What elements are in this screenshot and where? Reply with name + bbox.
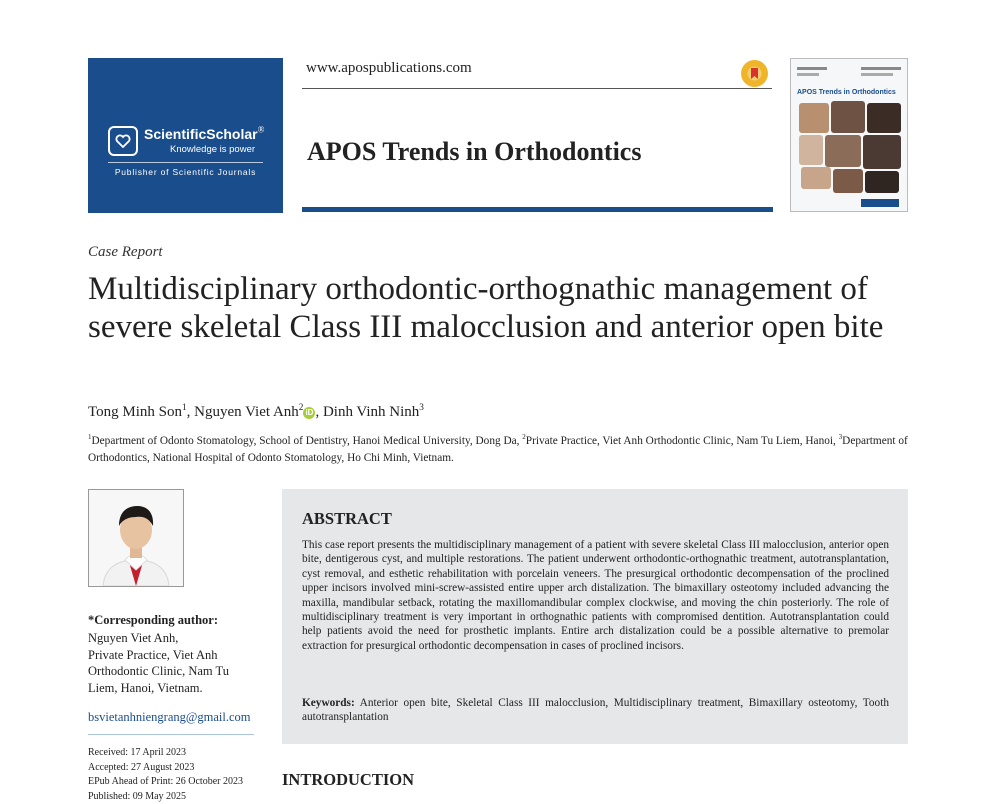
left-column-divider bbox=[88, 734, 254, 735]
abstract-heading: ABSTRACT bbox=[302, 509, 392, 529]
journal-cover-image bbox=[790, 58, 908, 212]
keywords-label: Keywords: bbox=[302, 697, 355, 709]
received-date: Received: 17 April 2023 bbox=[88, 746, 243, 761]
keywords bbox=[302, 696, 889, 725]
keywords-text: Anterior open bite, Skeletal Class III malocclusion, Multidisciplinary treatment, Bimaxillary osteotomy, Tooth autotransplantation bbox=[302, 697, 889, 723]
corresponding-email-link[interactable]: bsvietanhniengrang@gmail.com bbox=[88, 710, 251, 725]
epub-date: EPub Ahead of Print: 26 October 2023 bbox=[88, 775, 243, 790]
author-photo bbox=[88, 489, 184, 587]
abstract-box bbox=[282, 489, 908, 744]
affiliations bbox=[88, 433, 918, 466]
author-name: Dinh Vinh Ninh bbox=[323, 404, 419, 420]
publisher-logo-block bbox=[88, 58, 283, 213]
header-divider bbox=[302, 88, 772, 89]
publisher-subline: Publisher of Scientific Journals bbox=[88, 167, 283, 177]
corresponding-line: Liem, Hanoi, Vietnam. bbox=[88, 680, 258, 697]
affiliation-text: Private Practice, Viet Anh Orthodontic Clinic, Nam Tu Liem, Hanoi, bbox=[526, 435, 839, 447]
abstract-text: This case report presents the multidisciplinary management of a patient with severe skeletal Class III malocclusion, anterior open bite, dentigerous cyst, and multiple restorations. The patient underwent orthodontic-orthognathic treatment, autotransplantation, cyst removal, and esthetic rehabilitation with porcelain veneers. The presurgical orthodontic decompensation of the proclined upper incisors involved mini-screw-assisted entire upper arch distalization. The bimaxillary osteotomy included advancing the maxilla, mandibular setback, rotating the maxillomandibular complex clockwise, and moving the chin posteriorly. The role of multidisciplinary treatment is very important in orthognathic patients with compromised dentition. Autotransplantation could help patients avoid the need for prosthetic implants. Entire arch distalization could be a possible alternative to premolar extraction for presurgical orthodontic decompensation in cases of proclined incisors. bbox=[302, 538, 889, 653]
affiliation-text: Department of Odonto Stomatology, School of Dentistry, Hanoi Medical University, Dong Da, bbox=[92, 435, 523, 447]
article-dates bbox=[88, 746, 243, 804]
journal-title: APOS Trends in Orthodontics bbox=[307, 137, 641, 167]
orcid-icon[interactable]: iD bbox=[303, 407, 315, 419]
affiliation-mark: 1 bbox=[88, 433, 92, 441]
publisher-logo bbox=[108, 126, 264, 156]
author-affiliation-mark: 2 bbox=[299, 403, 304, 413]
published-date: Published: 09 May 2025 bbox=[88, 790, 243, 804]
author-affiliation-mark: 3 bbox=[419, 403, 424, 413]
corresponding-line: Orthodontic Clinic, Nam Tu bbox=[88, 663, 258, 680]
author-name: Tong Minh Son bbox=[88, 404, 182, 420]
corresponding-author-details bbox=[88, 630, 258, 697]
registered-mark: ® bbox=[258, 125, 265, 135]
publisher-divider bbox=[108, 162, 263, 163]
publisher-tagline: Knowledge is power bbox=[170, 145, 264, 155]
author-separator: , bbox=[187, 404, 195, 420]
affiliation-text: Department of Orthodontics, National Hospital of Odonto Stomatology, Ho Chi Minh, Vietnam. bbox=[88, 435, 908, 464]
corresponding-author-label: *Corresponding author: bbox=[88, 613, 218, 628]
cover-title: APOS Trends in Orthodontics bbox=[797, 89, 896, 96]
affiliation-mark: 3 bbox=[839, 433, 843, 441]
journal-url-link[interactable]: www.apospublications.com bbox=[306, 60, 472, 77]
publisher-name: ScientificScholar bbox=[144, 126, 258, 142]
author-affiliation-mark: 1 bbox=[182, 403, 187, 413]
affiliation-mark: 2 bbox=[522, 433, 526, 441]
scientificscholar-logo-icon bbox=[108, 126, 138, 156]
author-separator: , bbox=[315, 404, 323, 420]
accepted-date: Accepted: 27 August 2023 bbox=[88, 761, 243, 776]
corresponding-line: Nguyen Viet Anh, bbox=[88, 630, 258, 647]
introduction-heading: INTRODUCTION bbox=[282, 770, 414, 790]
open-access-bookmark-icon[interactable] bbox=[741, 60, 768, 87]
article-type: Case Report bbox=[88, 244, 163, 261]
author-list bbox=[88, 404, 424, 421]
header-accent-bar bbox=[302, 207, 773, 212]
author-name: Nguyen Viet Anh bbox=[194, 404, 299, 420]
article-title: Multidisciplinary orthodontic-orthognathic management of severe skeletal Class III malocclusion and anterior open bite bbox=[88, 270, 918, 346]
corresponding-line: Private Practice, Viet Anh bbox=[88, 647, 258, 664]
